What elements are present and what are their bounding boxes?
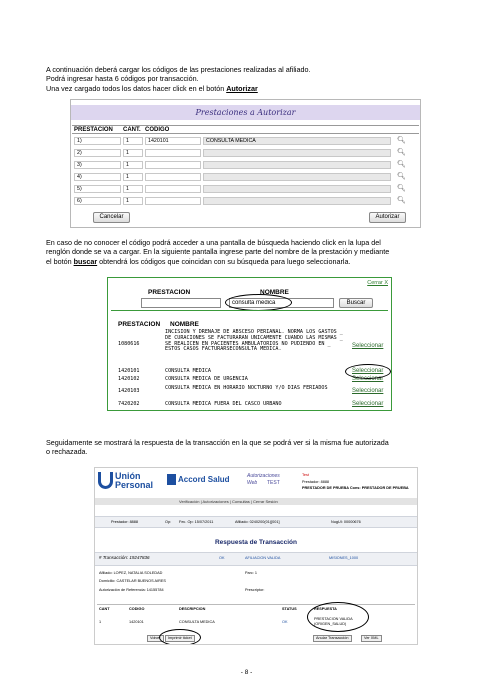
magnifier-icon[interactable]: 🔍︎	[397, 185, 406, 192]
col-codigo: CODIGO	[129, 607, 145, 611]
result-code: 1420102	[118, 376, 140, 382]
results-col-prestacion: PRESTACION	[118, 321, 161, 328]
label-prestacion: PRESTACION	[148, 289, 191, 296]
code-field[interactable]	[145, 161, 201, 169]
intro-paragraph	[46, 65, 448, 93]
response-title: Respuesta de Transacción	[214, 539, 297, 546]
description-field: CONSULTA MEDICA	[203, 137, 391, 145]
middle-paragraph	[46, 238, 448, 266]
prescriptor: Prescriptor:	[245, 588, 265, 592]
row-codigo: 1420101	[129, 620, 144, 624]
search-popup-screenshot	[107, 277, 392, 411]
brand-personal: Personal	[115, 480, 154, 490]
back-button[interactable]: Volver	[147, 635, 164, 642]
test-label: Test	[302, 473, 309, 477]
afiliacion-status: AFILIACION VALIDA	[245, 556, 281, 560]
parentesco: Parc: 1	[245, 571, 258, 575]
page-number: - 8 -	[240, 669, 253, 676]
description-field	[203, 173, 391, 181]
col-cant: CANT	[99, 607, 110, 611]
magnifier-icon[interactable]: 🔍︎	[397, 149, 406, 156]
prestador-label: Prestador:	[302, 480, 320, 484]
intro-authorize-keyword: Autorizar	[226, 83, 258, 93]
intro-line-3-text: Una vez cargado todos los datos hacer click en el botón	[46, 83, 227, 93]
row-number[interactable]: 4)	[74, 173, 121, 181]
band-prestador: Prestador: 8888	[111, 520, 139, 524]
highlight-oval	[345, 364, 391, 379]
form-row	[72, 172, 419, 182]
select-link[interactable]: Seleccionar	[352, 388, 384, 394]
prestador-name: PRESTADOR DE PRUEBA Cons: PRESTADOR DE PRUEBA	[302, 486, 409, 490]
select-link[interactable]: Seleccionar	[352, 343, 384, 349]
prestador-value: 8888	[320, 480, 330, 484]
divider	[111, 310, 388, 311]
closing-line-2: o rechazada.	[46, 447, 88, 457]
brand-accord: Accord Salud	[178, 475, 230, 484]
description-field	[203, 197, 391, 205]
intro-line-2: Podrá ingresar hasta 6 códigos por transacción.	[46, 74, 199, 84]
result-code: 7420202	[118, 401, 140, 407]
magnifier-icon[interactable]: 🔍︎	[397, 197, 406, 204]
auth-web: Web	[247, 480, 258, 486]
magnifier-icon[interactable]: 🔍︎	[397, 137, 406, 144]
code-field[interactable]	[145, 173, 201, 181]
domicilio: Domicilio: CASTELAR BUENOS AIRES	[99, 579, 166, 583]
brand-union: Unión	[115, 471, 141, 481]
status-ok: OK	[219, 556, 225, 560]
code-field[interactable]	[145, 149, 201, 157]
auth-env: TEST	[267, 480, 280, 486]
row-respuesta-2: (ORIGEN_SALUD)	[314, 622, 347, 626]
code-field[interactable]	[145, 197, 201, 205]
quantity-field[interactable]: 1	[123, 197, 143, 205]
transaction-response-screenshot	[94, 467, 418, 645]
cancel-transaction-button[interactable]: Anular Transacción	[313, 635, 352, 642]
description-field	[203, 185, 391, 193]
autorizacion-ref: Autorización de Referencia: 14155784	[99, 588, 164, 592]
select-link[interactable]: Seleccionar	[352, 401, 384, 407]
description-field	[203, 149, 391, 157]
middle-line-3	[46, 257, 448, 266]
select-link[interactable]: Seleccionar	[352, 368, 384, 374]
result-code: 1420101	[118, 368, 140, 374]
form-row	[72, 196, 419, 206]
row-cant: 1	[99, 620, 102, 624]
select-link[interactable]: Seleccionar	[352, 376, 384, 382]
middle-line-3-pre: el botón	[46, 256, 74, 266]
row-number[interactable]: 3)	[74, 161, 121, 169]
description-field	[203, 161, 391, 169]
region-code: MISIONES_1000	[329, 556, 359, 560]
row-respuesta-1: PRESTACION VALIDA	[314, 617, 353, 621]
result-name: CONSULTA MEDICA EN HORARIO NOCTURNO Y/O DIAS FERIADOS	[165, 385, 328, 391]
view-xml-button[interactable]: Ver XML	[361, 635, 382, 642]
intro-line-1: A continuación deberá cargar los códigos de las prestaciones realizadas al afiliado.	[46, 65, 311, 74]
middle-search-keyword: buscar	[73, 256, 98, 266]
middle-line-3-post: obtendrá los códigos que coincidan con su búsqueda para luego seleccionarla.	[97, 256, 351, 266]
form-table-header	[72, 125, 419, 134]
result-name: CONSULTA MEDICA	[165, 368, 212, 374]
col-codigo: CODIGO	[145, 127, 170, 133]
divider	[97, 604, 415, 605]
row-number[interactable]: 5)	[74, 185, 121, 193]
row-number[interactable]: 2)	[74, 149, 121, 157]
band-op: Op:	[165, 520, 172, 524]
transaction-number: # Transacción: 19247836	[99, 555, 150, 560]
main-menu[interactable]: Verificación | Autorizaciones | Consultas | Cerrar Sesión	[95, 498, 417, 505]
auth-title: Autorizaciones	[247, 473, 280, 479]
authorize-button[interactable]: Autorizar	[369, 212, 406, 223]
band-nugui: NugUI: 00000676	[331, 520, 361, 524]
close-link[interactable]: Cerrar X	[367, 280, 388, 286]
label-nombre: NOMBRE	[260, 289, 289, 296]
middle-line-1: En caso de no conocer el código podrá acceder a una pantalla de búsqueda haciendo click en la lupa del	[46, 238, 381, 247]
result-name: CONSULTA MEDICA DE URGENCIA	[165, 376, 248, 382]
form-row	[72, 184, 419, 194]
quantity-field[interactable]: 1	[123, 149, 143, 157]
transaction-header-band	[95, 516, 417, 528]
magnifier-icon[interactable]: 🔍︎	[397, 161, 406, 168]
prestaciones-form-screenshot	[70, 99, 421, 228]
col-prestacion: PRESTACION	[74, 127, 113, 133]
cancel-button[interactable]: Cancelar	[93, 212, 130, 223]
result-code: 1420103	[118, 388, 140, 394]
band-afiliado: Afiliado: 0240200(01)[001]	[235, 520, 280, 524]
col-respuesta: RESPUESTA	[314, 607, 337, 611]
row-descripcion: CONSULTA MEDICA	[179, 620, 215, 624]
intro-line-3	[46, 84, 448, 93]
prestacion-input[interactable]	[141, 298, 221, 308]
row-status: OK	[282, 620, 288, 624]
print-ticket-button[interactable]: Imprimir ticket	[165, 635, 195, 642]
code-field[interactable]: 1420101	[145, 137, 201, 145]
union-logo-icon	[98, 472, 113, 489]
row-number[interactable]: 6)	[74, 197, 121, 205]
transaction-status-band	[95, 552, 417, 566]
middle-line-2: renglón donde se va a cargar. En la siguiente pantalla ingrese parte del nombre de la prestación y mediante	[46, 247, 390, 257]
closing-line-1: Seguidamente se mostrará la respuesta de la transacción en la que se podrá ver si la misma fue autorizada	[46, 438, 389, 447]
accord-logo-icon	[167, 474, 176, 485]
row-number[interactable]: 1)	[74, 137, 121, 145]
col-status: STATUS	[282, 607, 297, 611]
code-field[interactable]	[145, 185, 201, 193]
quantity-field[interactable]: 1	[123, 185, 143, 193]
afiliado-name: Afiliado: LOPEZ, NATALIA SOLEDAD	[99, 571, 163, 575]
results-col-nombre: NOMBRE	[170, 321, 199, 328]
highlight-oval	[159, 629, 201, 645]
result-code: 1080616	[118, 341, 140, 347]
result-name: CONSULTA MEDICA FUERA DEL CASCO URBANO	[165, 401, 282, 407]
result-name: INCISION Y DRENAJE DE ABSCESO PERIANAL. NORMA LOS GASTOS _ DE CURACIONES SE FACTURARAN UNICAMENTE CUANDO LAS MISMAS _ SE REALICEN EN PACIENTES AMBULATORIOS NO PUDIENDO EN _ ESTOS CASOS FACTURARSECONSULTA MEDICA.	[165, 329, 343, 353]
form-row	[72, 160, 419, 170]
prestador-info	[302, 480, 329, 484]
highlight-oval	[225, 294, 292, 311]
highlight-oval	[307, 602, 369, 632]
quantity-field[interactable]: 1	[123, 161, 143, 169]
results-header	[118, 321, 199, 328]
form-title: Prestaciones a Autorizar	[71, 105, 420, 120]
form-row	[72, 136, 419, 146]
form-row	[72, 148, 419, 158]
magnifier-icon[interactable]: 🔍︎	[397, 173, 406, 180]
band-fecha: Fec. Op: 15/07/2011	[179, 520, 214, 524]
quantity-field[interactable]: 1	[123, 137, 143, 145]
col-descripcion: DESCRIPCION	[179, 607, 206, 611]
search-button[interactable]: Buscar	[339, 298, 373, 308]
closing-paragraph	[46, 438, 448, 457]
quantity-field[interactable]: 1	[123, 173, 143, 181]
col-cant: CANT.	[123, 127, 141, 133]
